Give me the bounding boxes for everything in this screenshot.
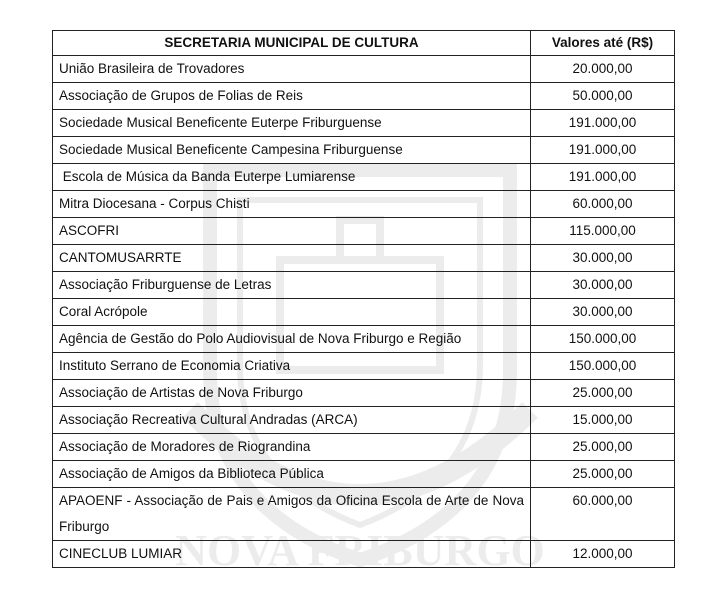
row-name: Associação Friburguense de Letras bbox=[53, 272, 531, 299]
funding-table bbox=[52, 30, 675, 568]
row-name: Escola de Música da Banda Euterpe Lumiarense bbox=[53, 164, 531, 191]
header-entity: SECRETARIA MUNICIPAL DE CULTURA bbox=[53, 31, 531, 56]
row-name: União Brasileira de Trovadores bbox=[53, 56, 531, 83]
table-row bbox=[53, 245, 675, 272]
row-value: 30.000,00 bbox=[531, 245, 675, 272]
row-name: Associação Recreativa Cultural Andradas (ARCA) bbox=[53, 407, 531, 434]
table-row bbox=[53, 541, 675, 568]
row-value: 115.000,00 bbox=[531, 218, 675, 245]
row-name: Coral Acrópole bbox=[53, 299, 531, 326]
table-row bbox=[53, 380, 675, 407]
table-row bbox=[53, 56, 675, 83]
table-row bbox=[53, 353, 675, 380]
row-value: 25.000,00 bbox=[531, 380, 675, 407]
row-value: 191.000,00 bbox=[531, 110, 675, 137]
table-row bbox=[53, 137, 675, 164]
row-value: 12.000,00 bbox=[531, 541, 675, 568]
row-value: 30.000,00 bbox=[531, 272, 675, 299]
table-row bbox=[53, 218, 675, 245]
row-value: 60.000,00 bbox=[531, 488, 675, 541]
row-name: Associação de Artistas de Nova Friburgo bbox=[53, 380, 531, 407]
row-name: Associação de Moradores de Riograndina bbox=[53, 434, 531, 461]
row-value: 25.000,00 bbox=[531, 434, 675, 461]
row-name: Associação de Amigos da Biblioteca Pública bbox=[53, 461, 531, 488]
table-row bbox=[53, 299, 675, 326]
row-value: 191.000,00 bbox=[531, 164, 675, 191]
row-value: 150.000,00 bbox=[531, 326, 675, 353]
row-name: Agência de Gestão do Polo Audiovisual de Nova Friburgo e Região bbox=[53, 326, 531, 353]
row-name: CINECLUB LUMIAR bbox=[53, 541, 531, 568]
table-row bbox=[53, 326, 675, 353]
row-name: Mitra Diocesana - Corpus Chisti bbox=[53, 191, 531, 218]
row-value: 25.000,00 bbox=[531, 461, 675, 488]
row-name: Instituto Serrano de Economia Criativa bbox=[53, 353, 531, 380]
table-row bbox=[53, 272, 675, 299]
row-value: 50.000,00 bbox=[531, 83, 675, 110]
row-value: 60.000,00 bbox=[531, 191, 675, 218]
row-value: 30.000,00 bbox=[531, 299, 675, 326]
row-value: 150.000,00 bbox=[531, 353, 675, 380]
row-name: APAOENF - Associação de Pais e Amigos da Oficina Escola de Arte de Nova Friburgo bbox=[53, 488, 531, 541]
row-name: ASCOFRI bbox=[53, 218, 531, 245]
table-row bbox=[53, 191, 675, 218]
row-value: 191.000,00 bbox=[531, 137, 675, 164]
row-value: 20.000,00 bbox=[531, 56, 675, 83]
row-name: Sociedade Musical Beneficente Euterpe Friburguense bbox=[53, 110, 531, 137]
row-name: Associação de Grupos de Folias de Reis bbox=[53, 83, 531, 110]
row-value: 15.000,00 bbox=[531, 407, 675, 434]
table-row bbox=[53, 83, 675, 110]
table-row bbox=[53, 434, 675, 461]
table-row bbox=[53, 407, 675, 434]
row-name: Sociedade Musical Beneficente Campesina Friburguense bbox=[53, 137, 531, 164]
table-header-row bbox=[53, 31, 675, 56]
table-row bbox=[53, 488, 675, 541]
table-row bbox=[53, 461, 675, 488]
table-row bbox=[53, 164, 675, 191]
row-name: CANTOMUSARRTE bbox=[53, 245, 531, 272]
header-amount: Valores até (R$) bbox=[531, 31, 675, 56]
table-row bbox=[53, 110, 675, 137]
crest-watermark-text: NOVA FRIBURGO bbox=[175, 526, 545, 575]
